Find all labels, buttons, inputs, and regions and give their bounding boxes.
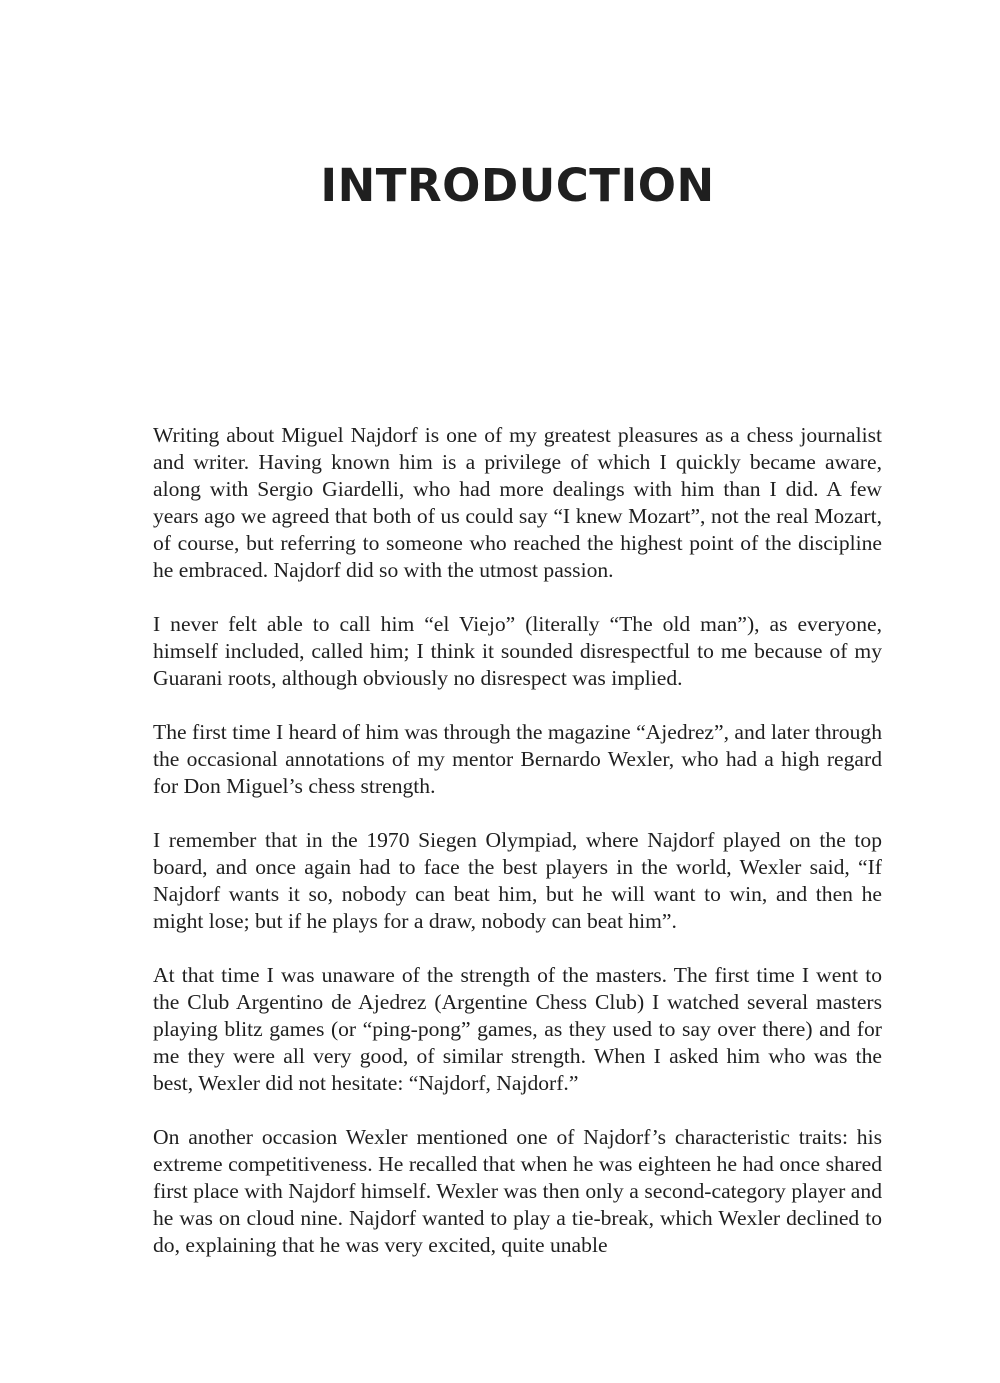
paragraph: The first time I heard of him was through the magazine “Ajedrez”, and later through the occasional annotations of my mentor Bernardo Wexler, who had a high regard for Don Miguel’s chess strength. [153, 720, 882, 798]
paragraph: Writing about Miguel Najdorf is one of my greatest pleasures as a chess journalist and writer. Having known him is a privilege of which I quickly became aware, along with Sergio Giardelli, who had more dealings with him than I did. A few years ago we agreed that both of us could say “I knew Mozart”, not the real Mozart, of course, but referring to someone who reached the highest point of the discipline he embraced. Najdorf did so with the utmost passion. [153, 423, 882, 582]
paragraph: At that time I was unaware of the strength of the masters. The first time I went to the Club Argentino de Ajedrez (Argentine Chess Club) I watched several masters playing blitz games (or “ping-pong” games, as they used to say over there) and for me they were all very good, of similar strength. When I asked him who was the best, Wexler did not hesitate: “Najdorf, Najdorf.” [153, 963, 882, 1095]
paragraph: I remember that in the 1970 Siegen Olympiad, where Najdorf played on the top board, and once again had to face the best players in the world, Wexler said, “If Najdorf wants it so, nobody can beat him, but he will want to win, and then he might lose; but if he plays for a draw, nobody can beat him”. [153, 828, 882, 933]
body-text [153, 422, 882, 1259]
page-title: INTRODUCTION [320, 159, 715, 212]
paragraph: On another occasion Wexler mentioned one of Najdorf’s characteristic traits: his extreme competitiveness. He recalled that when he was eighteen he had once shared first place with Najdorf himself. Wexler was then only a second-category player and he was on cloud nine. Najdorf wanted to play a tie-break, which Wexler declined to do, explaining that he was very excited, quite unable [153, 1125, 882, 1257]
paragraph: I never felt able to call him “el Viejo” (literally “The old man”), as everyone, himself included, called him; I think it sounded disrespectful to me because of my Guarani roots, although obviously no disrespect was implied. [153, 612, 882, 690]
